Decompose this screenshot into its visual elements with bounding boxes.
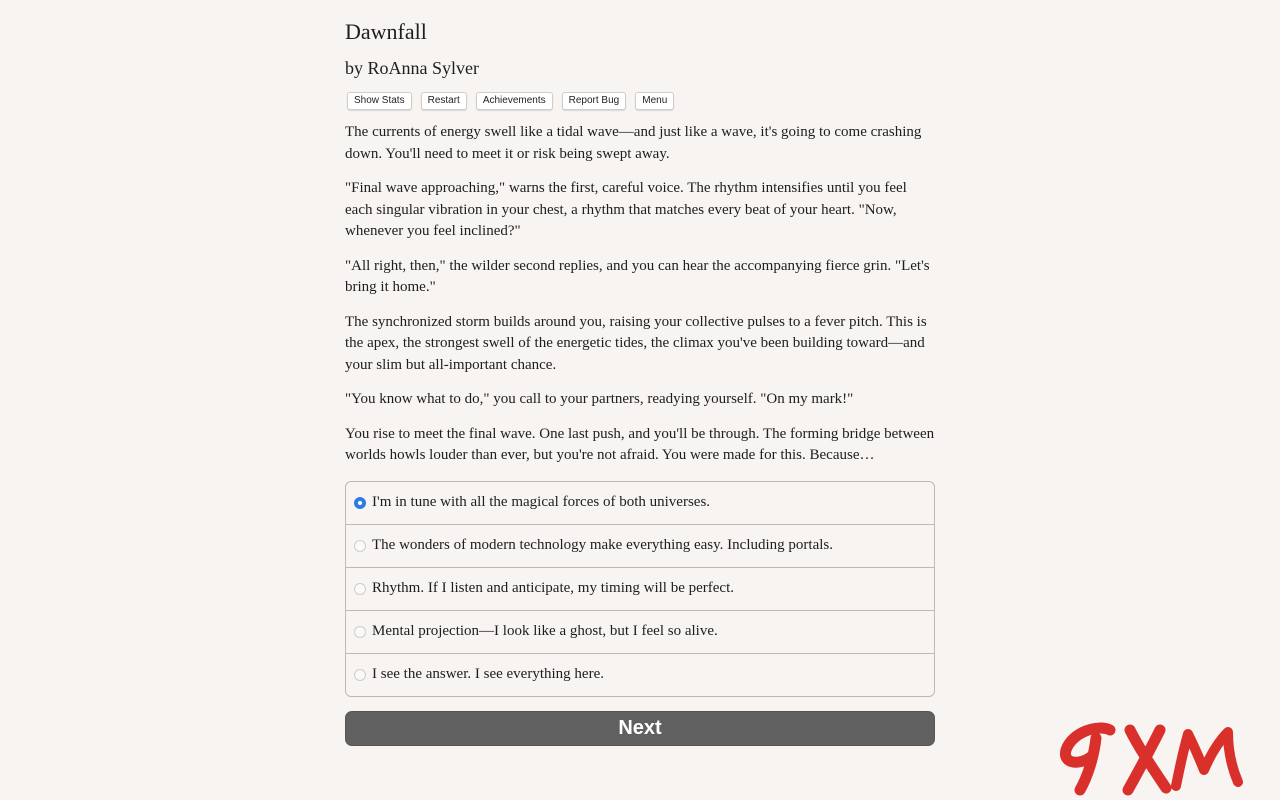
- restart-button[interactable]: Restart: [421, 92, 467, 110]
- radio-unselected-icon[interactable]: [354, 626, 366, 638]
- story-paragraph: "Final wave approaching," warns the first, careful voice. The rhythm intensifies until you feel each singular vibration in your chest, a rhythm that matches every beat of your heart. "Now, whenever you feel inclined?": [345, 180, 907, 239]
- show-stats-button[interactable]: Show Stats: [347, 92, 412, 110]
- next-button[interactable]: Next: [345, 711, 935, 746]
- story-paragraph: The currents of energy swell like a tidal wave—and just like a wave, it's going to come crashing down. You'll need to meet it or risk being swept away.: [345, 124, 922, 162]
- story-paragraph: "You know what to do," you call to your partners, readying yourself. "On my mark!": [345, 391, 854, 407]
- choice-label: The wonders of modern technology make everything easy. Including portals.: [372, 537, 833, 553]
- choice-option[interactable]: [346, 567, 934, 610]
- story-paragraph: You rise to meet the final wave. One last push, and you'll be through. The forming bridge between worlds howls louder than ever, but you're not afraid. You were made for this. Because…: [345, 425, 935, 463]
- report-bug-button[interactable]: Report Bug: [562, 92, 627, 110]
- choice-list: [345, 481, 935, 697]
- choice-option[interactable]: [346, 524, 934, 567]
- radio-unselected-icon[interactable]: [354, 583, 366, 595]
- toolbar: [345, 92, 935, 110]
- radio-unselected-icon[interactable]: [354, 669, 366, 681]
- choice-option[interactable]: [346, 482, 934, 524]
- game-title: Dawnfall: [345, 19, 427, 44]
- story-text: [345, 122, 935, 467]
- radio-unselected-icon[interactable]: [354, 540, 366, 552]
- story-paragraph: The synchronized storm builds around you, raising your collective pulses to a fever pitch. This is the apex, the strongest swell of the energetic tides, the climax you've been building toward—and your slim but all-important chance.: [345, 313, 927, 373]
- story-paragraph: "All right, then," the wilder second replies, and you can hear the accompanying fierce grin. "Let's bring it home.": [345, 257, 930, 295]
- choice-label: I'm in tune with all the magical forces of both universes.: [372, 494, 711, 510]
- radio-selected-icon[interactable]: [354, 497, 366, 509]
- menu-button[interactable]: Menu: [635, 92, 674, 110]
- choice-label: I see the answer. I see everything here.: [372, 666, 604, 682]
- game-page: [345, 0, 935, 746]
- game-author: by RoAnna Sylver: [345, 58, 479, 78]
- choice-option[interactable]: [346, 610, 934, 653]
- choice-label: Rhythm. If I listen and anticipate, my timing will be perfect.: [372, 580, 734, 596]
- choice-option[interactable]: [346, 653, 934, 696]
- gxm-watermark-logo: [1058, 716, 1248, 798]
- choice-label: Mental projection—I look like a ghost, but I feel so alive.: [372, 623, 718, 639]
- achievements-button[interactable]: Achievements: [476, 92, 553, 110]
